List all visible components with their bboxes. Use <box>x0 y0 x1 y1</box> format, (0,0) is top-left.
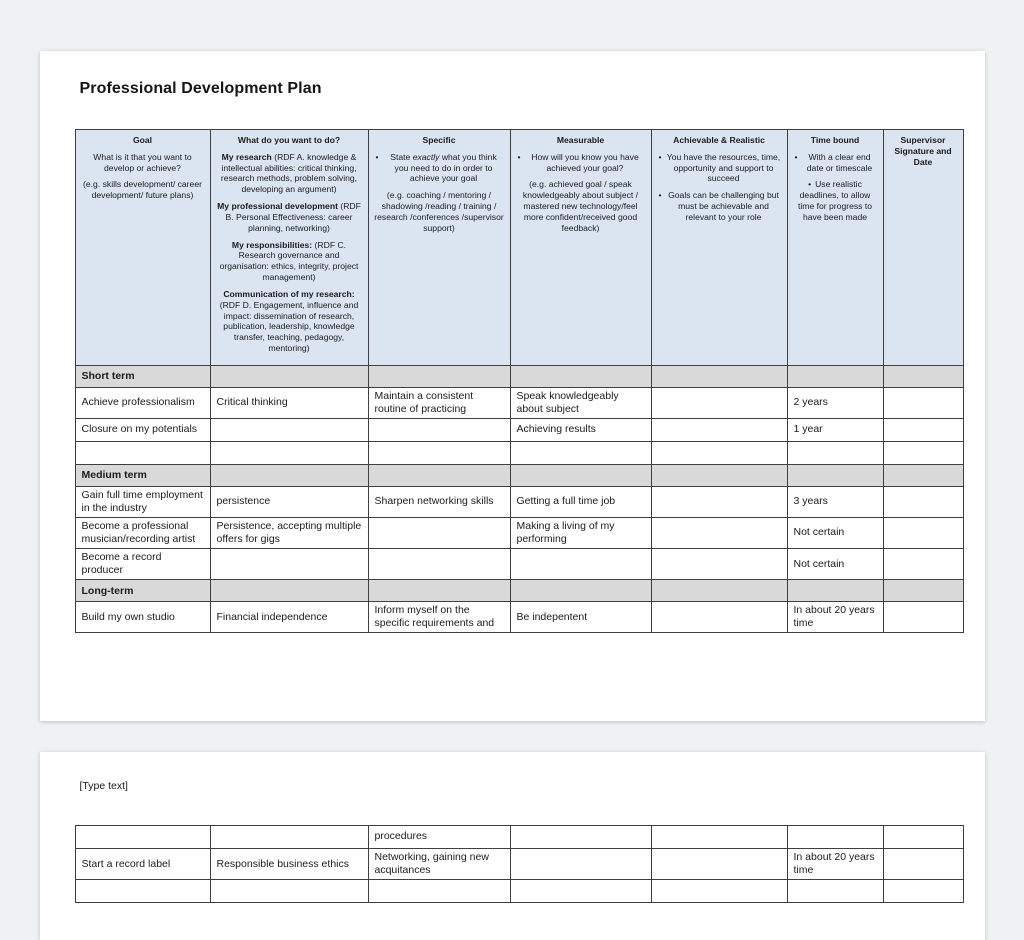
table-row <box>75 387 963 418</box>
bold-text: My responsibilities: <box>231 239 315 250</box>
text: (RDF A. knowledge & intellectual abilities: critical thinking, research methods, problem solving, developing an argument) <box>220 151 358 195</box>
section-cell <box>510 365 651 387</box>
table-cell: Gain full time employment in the industry <box>75 486 210 517</box>
section-cell <box>651 580 787 602</box>
bullet-icon: • <box>517 151 521 162</box>
table-cell <box>210 880 368 903</box>
table-cell: procedures <box>368 826 510 849</box>
header-paragraph <box>373 190 506 233</box>
section-cell <box>210 580 368 602</box>
header-paragraph <box>656 152 783 184</box>
table-cell <box>210 549 368 580</box>
section-row <box>75 365 963 387</box>
table-cell <box>787 826 883 849</box>
text: With a clear end date or timescale <box>806 151 873 173</box>
section-cell <box>368 464 510 486</box>
development-plan-table-continued <box>75 825 964 903</box>
text: ealistic <box>735 135 765 145</box>
section-cell <box>883 365 963 387</box>
bullet-icon: • <box>658 151 662 162</box>
header-paragraph <box>80 152 206 174</box>
header-paragraph <box>515 179 647 233</box>
section-cell <box>883 464 963 486</box>
table-cell: In about 20 years time <box>787 849 883 880</box>
table-cell <box>883 486 963 517</box>
table-row <box>75 849 963 880</box>
header-paragraph <box>656 190 783 222</box>
text: Goals can be challenging but must be achievable and relevant to your role <box>668 190 779 222</box>
text: You have the resources, time, opportunity and support to succeed <box>666 151 781 184</box>
table-cell <box>210 826 368 849</box>
table-cell: In about 20 years time <box>787 602 883 633</box>
section-cell: Medium term <box>75 464 210 486</box>
section-cell <box>787 464 883 486</box>
header-paragraph <box>515 152 647 174</box>
text: (e.g. coaching / mentoring / shadowing /reading / training / research /conferences /supervisor support) <box>374 190 504 233</box>
bullet-icon: • <box>658 190 662 201</box>
section-cell <box>651 365 787 387</box>
type-text-placeholder: [Type text] <box>79 780 128 792</box>
table-cell <box>651 880 787 903</box>
table-cell <box>75 826 210 849</box>
section-cell <box>210 464 368 486</box>
table-cell <box>510 441 651 464</box>
bold-text: What do you want to do? <box>237 135 341 145</box>
table-cell <box>651 549 787 580</box>
table-cell <box>510 849 651 880</box>
page-gap <box>0 721 1024 752</box>
text: Use realistic deadlines, to allow time for progress to have been made <box>797 179 873 222</box>
header-cell-time-bound <box>787 130 883 366</box>
text: ime bound <box>815 135 860 145</box>
header-cell-specific <box>368 130 510 366</box>
table-cell <box>787 441 883 464</box>
text: How will you know you have achieved your goal? <box>531 151 639 173</box>
table-cell: Getting a full time job <box>510 486 651 517</box>
table-row <box>75 549 963 580</box>
table-row <box>75 486 963 517</box>
table-cell <box>651 418 787 441</box>
table-cell: Financial independence <box>210 602 368 633</box>
text: (RDF B. Personal Effectiveness: career planning, networking) <box>225 201 361 233</box>
section-cell <box>787 365 883 387</box>
table-header-row <box>75 130 963 366</box>
header-title <box>656 135 783 146</box>
text: (e.g. skills development/ career development/ future plans) <box>83 179 202 201</box>
table-cell <box>883 880 963 903</box>
text: oal <box>139 135 153 145</box>
section-cell <box>883 580 963 602</box>
header-paragraph <box>215 201 364 233</box>
table-row <box>75 826 963 849</box>
bullet-icon: • <box>375 151 379 162</box>
bold-text: A <box>673 135 680 145</box>
bold-text: My research <box>221 151 275 162</box>
table-row <box>75 441 963 464</box>
table-cell <box>883 849 963 880</box>
table-cell: Making a living of my performing <box>510 517 651 548</box>
section-cell <box>787 580 883 602</box>
section-cell: Long-term <box>75 580 210 602</box>
document-title: Professional Development Plan <box>79 80 322 97</box>
table-cell <box>510 826 651 849</box>
bold-text: T <box>810 135 816 145</box>
table-cell: Achieving results <box>510 418 651 441</box>
header-paragraph <box>215 289 364 354</box>
table-cell <box>651 849 787 880</box>
text: (RDF C. Research governance and organisation: ethics, integrity, project management) <box>219 239 359 283</box>
table-cell: persistence <box>210 486 368 517</box>
bullet-icon: • <box>808 179 812 190</box>
table-cell <box>651 486 787 517</box>
table-cell <box>368 441 510 464</box>
table-cell <box>883 549 963 580</box>
table-cell <box>883 387 963 418</box>
table-cell: Become a record producer <box>75 549 210 580</box>
table-cell: Not certain <box>787 517 883 548</box>
header-paragraph <box>792 152 879 174</box>
table-row <box>75 418 963 441</box>
page-1 <box>40 51 985 721</box>
table-cell: Persistence, accepting multiple offers for gigs <box>210 517 368 548</box>
header-title <box>515 135 647 146</box>
text: (RDF D. Engagement, influence and impact: dissemination of research, publication, leadership, knowledge transfer, teaching, pedagogy, mentoring) <box>219 299 359 354</box>
table-cell <box>368 549 510 580</box>
page-2 <box>40 752 985 940</box>
italic-text: exactly <box>412 151 440 162</box>
table-cell <box>883 826 963 849</box>
table-cell <box>651 826 787 849</box>
section-cell <box>510 464 651 486</box>
table-cell: Speak knowledgeably about subject <box>510 387 651 418</box>
table-cell: Responsible business ethics <box>210 849 368 880</box>
text: State <box>390 151 413 162</box>
table-cell <box>510 880 651 903</box>
section-row <box>75 464 963 486</box>
table-cell: Be indepentent <box>510 602 651 633</box>
table-row <box>75 880 963 903</box>
section-cell <box>368 580 510 602</box>
table-cell <box>883 517 963 548</box>
header-paragraph <box>80 179 206 201</box>
table-row <box>75 517 963 548</box>
bold-text: My professional development <box>217 201 341 212</box>
table-cell: Critical thinking <box>210 387 368 418</box>
bold-text: M <box>556 135 565 145</box>
text: pecific <box>428 135 456 145</box>
section-cell: Short term <box>75 365 210 387</box>
table-cell: Inform myself on the specific requirements and <box>368 602 510 633</box>
table-cell: Start a record label <box>75 849 210 880</box>
table-cell <box>883 602 963 633</box>
header-title <box>792 135 879 146</box>
table-cell <box>210 441 368 464</box>
table-cell: Achieve professionalism <box>75 387 210 418</box>
table-cell: Not certain <box>787 549 883 580</box>
table-cell <box>883 441 963 464</box>
table-cell: Become a professional musician/recording artist <box>75 517 210 548</box>
section-row <box>75 580 963 602</box>
table-cell: Closure on my potentials <box>75 418 210 441</box>
table-cell: 3 years <box>787 486 883 517</box>
text: (e.g. achieved goal / speak knowledgeably about subject / mastered new technology/feel more confident/received good feedback) <box>522 179 639 233</box>
text: chievable & <box>679 135 730 145</box>
table-cell: 2 years <box>787 387 883 418</box>
bold-text: S <box>422 135 429 145</box>
development-plan-table <box>75 129 964 633</box>
table-cell <box>368 880 510 903</box>
text: What is it that you want to develop or achieve? <box>93 151 192 173</box>
section-cell <box>210 365 368 387</box>
section-cell <box>510 580 651 602</box>
header-paragraph <box>373 152 506 184</box>
header-cell-achievable-realistic <box>651 130 787 366</box>
table-cell: Sharpen networking skills <box>368 486 510 517</box>
header-cell-measurable <box>510 130 651 366</box>
text: what you think you need to do in order to achieve your goal <box>394 151 497 184</box>
table-cell: Networking, gaining new acquitances <box>368 849 510 880</box>
section-cell <box>651 464 787 486</box>
bold-text: Supervisor Signature and Date <box>894 135 952 167</box>
table-cell: Build my own studio <box>75 602 210 633</box>
table-cell <box>787 880 883 903</box>
header-cell-supervisor-signature <box>883 130 963 366</box>
table-cell <box>651 387 787 418</box>
table-cell <box>883 418 963 441</box>
table-cell <box>368 517 510 548</box>
table-cell <box>368 418 510 441</box>
header-title <box>373 135 506 146</box>
header-paragraph <box>215 152 364 195</box>
bold-text: Communication of my research: <box>223 288 355 299</box>
text: easurable <box>564 135 605 145</box>
header-paragraph <box>215 240 364 283</box>
table-cell <box>651 441 787 464</box>
table-cell: 1 year <box>787 418 883 441</box>
bold-text: G <box>132 135 140 145</box>
table-cell <box>75 441 210 464</box>
bullet-icon: • <box>794 151 798 162</box>
bold-text: R <box>729 135 736 145</box>
header-cell-what-to-do <box>210 130 368 366</box>
header-title <box>888 135 959 167</box>
table-cell <box>651 517 787 548</box>
table-row <box>75 602 963 633</box>
table-cell <box>210 418 368 441</box>
table-cell <box>651 602 787 633</box>
table-cell <box>75 880 210 903</box>
table-cell <box>510 549 651 580</box>
header-title <box>80 135 206 146</box>
header-title <box>215 135 364 146</box>
section-cell <box>368 365 510 387</box>
header-cell-goal <box>75 130 210 366</box>
table-cell: Maintain a consistent routine of practicing <box>368 387 510 418</box>
header-paragraph <box>792 179 879 222</box>
